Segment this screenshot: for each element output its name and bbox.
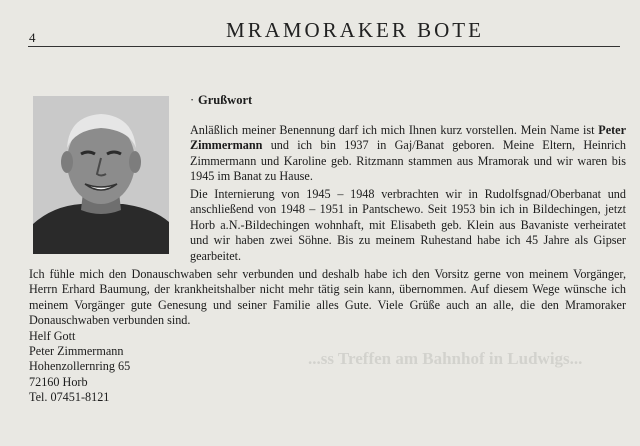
portrait-photo-icon [33, 96, 169, 254]
signature-name: Peter Zimmermann [29, 344, 124, 359]
paragraph-greeting: Ich fühle mich den Donauschwaben sehr verbunden und deshalb habe ich den Vorsitz gerne von meinem Vorgänger, Herrn Erhard Baumung, der krankheitshalber nicht mehr tätig sein kann, übernommen. Auf diesem Wege wünsche ich meinem Vorgänger gute Genesung und seiner Familie alles Gute. Viele Grüße auch an alle, die den Mramoraker Donauschwaben verbunden sind. [29, 267, 626, 328]
signature-street: Hohenzollernring 65 [29, 359, 131, 374]
header-rule [28, 46, 620, 47]
bleed-through-text: ...ss Treffen am Bahnhof in Ludwigs... [308, 349, 583, 368]
paragraph-biography: Die Internierung von 1945 – 1948 verbrachten wir in Rudolfsgnad/Oberbanat und anschließend von 1948 – 1951 in Pantschewo. Seit 1953 bin ich in Bildechingen, jetzt Horb a.N.-Bildechingen wohnhaft, mit Elisabeth geb. Klein aus Bavaniste verheiratet und wir haben zwei Söhne. Bis zu meinem Ruhestand habe ich 45 Jahre als Gipser gearbeitet. [190, 187, 626, 263]
intro-text-start: Anläßlich meiner Benennung darf ich mich Ihnen kurz vorstellen. Mein Name ist [190, 123, 599, 137]
author-name-bold: Peter Zimmermann [190, 123, 626, 153]
signature-city: 72160 Horb [29, 374, 88, 389]
page-number: 4 [29, 30, 36, 45]
signature-block [29, 329, 130, 405]
signature-greeting: Helf Gott [29, 329, 76, 343]
intro-text-end: und ich bin 1937 in Gaj/Banat geboren. Meine Eltern, Heinrich Zimmermann und Karoline geb. Ritzmann stammen aus Mramorak und wir waren bis 1945 im Banat zu Hause. [190, 138, 626, 184]
paragraph-introduction [190, 123, 626, 185]
heading-bullet: · [190, 93, 195, 107]
heading-text: Grußwort [198, 93, 253, 107]
signature-phone: Tel. 07451-8121 [29, 389, 110, 404]
masthead-title: MRAMORAKER BOTE [226, 18, 484, 42]
article-heading [190, 93, 252, 108]
